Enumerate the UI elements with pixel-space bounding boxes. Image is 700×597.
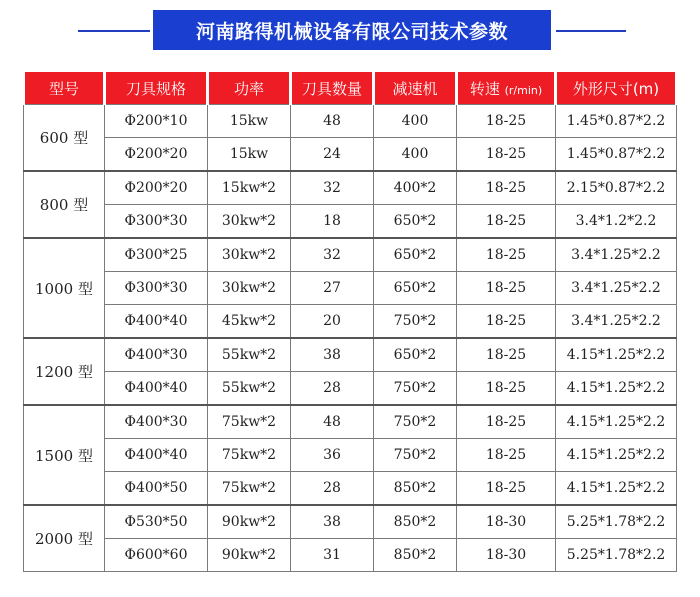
table-row (24, 305, 677, 339)
table-row (24, 205, 677, 239)
table-row (24, 338, 677, 372)
cell-dimensions: 3.4*1.25*2.2 (556, 238, 677, 272)
cell-cutter-count: 28 (291, 372, 374, 406)
cell-dimensions: 1.45*0.87*2.2 (556, 138, 677, 172)
cell-power: 30kw*2 (208, 272, 291, 305)
table-row (24, 505, 677, 539)
cell-power: 75kw*2 (208, 405, 291, 439)
cell-cutter-count: 24 (291, 138, 374, 172)
cell-speed: 18-25 (457, 205, 556, 239)
cell-power: 30kw*2 (208, 238, 291, 272)
cell-cutter-count: 31 (291, 539, 374, 572)
cell-power: 75kw*2 (208, 472, 291, 506)
table-row (24, 171, 677, 205)
cell-dimensions: 5.25*1.78*2.2 (556, 505, 677, 539)
cell-speed: 18-30 (457, 505, 556, 539)
cell-power: 30kw*2 (208, 205, 291, 239)
cell-cutter-spec: Φ400*30 (105, 405, 208, 439)
cell-power: 55kw*2 (208, 372, 291, 406)
cell-dimensions: 4.15*1.25*2.2 (556, 338, 677, 372)
table-row (24, 272, 677, 305)
banner-rule-right (556, 30, 626, 32)
cell-cutter-count: 18 (291, 205, 374, 239)
cell-model: 1000 型 (24, 238, 105, 338)
cell-dimensions: 1.45*0.87*2.2 (556, 105, 677, 138)
cell-cutter-spec: Φ530*50 (105, 505, 208, 539)
cell-cutter-spec: Φ600*60 (105, 539, 208, 572)
cell-speed: 18-25 (457, 305, 556, 339)
cell-reducer: 650*2 (374, 338, 457, 372)
cell-cutter-count: 48 (291, 405, 374, 439)
table-row (24, 539, 677, 572)
cell-cutter-count: 38 (291, 505, 374, 539)
table-row (24, 372, 677, 406)
spec-table-body (24, 105, 677, 572)
cell-speed: 18-30 (457, 539, 556, 572)
cell-reducer: 650*2 (374, 238, 457, 272)
cell-cutter-count: 32 (291, 238, 374, 272)
cell-cutter-count: 48 (291, 105, 374, 138)
cell-dimensions: 5.25*1.78*2.2 (556, 539, 677, 572)
cell-model: 600 型 (24, 105, 105, 172)
cell-power: 15kw (208, 105, 291, 138)
cell-dimensions: 3.4*1.2*2.2 (556, 205, 677, 239)
cell-reducer: 750*2 (374, 372, 457, 406)
cell-power: 15kw*2 (208, 171, 291, 205)
cell-cutter-spec: Φ200*20 (105, 138, 208, 172)
header-speed: 转速 (r/min) (457, 72, 556, 105)
cell-power: 55kw*2 (208, 338, 291, 372)
cell-cutter-spec: Φ400*40 (105, 305, 208, 339)
cell-cutter-spec: Φ400*30 (105, 338, 208, 372)
cell-speed: 18-25 (457, 138, 556, 172)
page-title: 河南路得机械设备有限公司技术参数 (153, 10, 551, 50)
header-reducer: 减速机 (374, 72, 457, 105)
cell-cutter-count: 36 (291, 439, 374, 472)
spec-table (22, 72, 678, 572)
cell-cutter-spec: Φ300*30 (105, 205, 208, 239)
cell-dimensions: 4.15*1.25*2.2 (556, 472, 677, 506)
cell-cutter-spec: Φ200*10 (105, 105, 208, 138)
cell-model: 1500 型 (24, 405, 105, 505)
cell-speed: 18-25 (457, 272, 556, 305)
cell-cutter-spec: Φ400*50 (105, 472, 208, 506)
header-cutter-spec: 刀具规格 (105, 72, 208, 105)
cell-speed: 18-25 (457, 238, 556, 272)
cell-model: 2000 型 (24, 505, 105, 572)
cell-cutter-spec: Φ200*20 (105, 171, 208, 205)
cell-power: 45kw*2 (208, 305, 291, 339)
table-row (24, 138, 677, 172)
cell-dimensions: 2.15*0.87*2.2 (556, 171, 677, 205)
cell-cutter-count: 20 (291, 305, 374, 339)
cell-reducer: 750*2 (374, 305, 457, 339)
cell-dimensions: 3.4*1.25*2.2 (556, 305, 677, 339)
cell-cutter-count: 28 (291, 472, 374, 506)
cell-model: 800 型 (24, 171, 105, 238)
cell-cutter-count: 38 (291, 338, 374, 372)
cell-speed: 18-25 (457, 338, 556, 372)
cell-speed: 18-25 (457, 439, 556, 472)
cell-reducer: 850*2 (374, 505, 457, 539)
header-dimensions: 外形尺寸(m) (556, 72, 677, 105)
cell-speed: 18-25 (457, 105, 556, 138)
cell-reducer: 650*2 (374, 272, 457, 305)
cell-dimensions: 3.4*1.25*2.2 (556, 272, 677, 305)
cell-speed: 18-25 (457, 372, 556, 406)
banner (0, 0, 700, 60)
cell-speed: 18-25 (457, 472, 556, 506)
cell-reducer: 400*2 (374, 171, 457, 205)
cell-power: 90kw*2 (208, 505, 291, 539)
cell-power: 75kw*2 (208, 439, 291, 472)
cell-dimensions: 4.15*1.25*2.2 (556, 405, 677, 439)
cell-dimensions: 4.15*1.25*2.2 (556, 439, 677, 472)
table-row (24, 439, 677, 472)
cell-reducer: 650*2 (374, 205, 457, 239)
cell-reducer: 850*2 (374, 539, 457, 572)
cell-power: 15kw (208, 138, 291, 172)
cell-reducer: 850*2 (374, 472, 457, 506)
header-row (24, 72, 677, 105)
header-model: 型号 (24, 72, 105, 105)
table-row (24, 405, 677, 439)
cell-cutter-spec: Φ300*30 (105, 272, 208, 305)
table-row (24, 105, 677, 138)
cell-speed: 18-25 (457, 405, 556, 439)
cell-cutter-spec: Φ300*25 (105, 238, 208, 272)
cell-reducer: 400 (374, 138, 457, 172)
cell-reducer: 400 (374, 105, 457, 138)
cell-cutter-spec: Φ400*40 (105, 439, 208, 472)
cell-cutter-spec: Φ400*40 (105, 372, 208, 406)
cell-speed: 18-25 (457, 171, 556, 205)
table-row (24, 472, 677, 506)
cell-model: 1200 型 (24, 338, 105, 405)
cell-power: 90kw*2 (208, 539, 291, 572)
cell-reducer: 750*2 (374, 405, 457, 439)
banner-rule-left (78, 30, 150, 32)
header-power: 功率 (208, 72, 291, 105)
table-row (24, 238, 677, 272)
cell-cutter-count: 32 (291, 171, 374, 205)
cell-reducer: 750*2 (374, 439, 457, 472)
header-cutter-count: 刀具数量 (291, 72, 374, 105)
cell-dimensions: 4.15*1.25*2.2 (556, 372, 677, 406)
cell-cutter-count: 27 (291, 272, 374, 305)
